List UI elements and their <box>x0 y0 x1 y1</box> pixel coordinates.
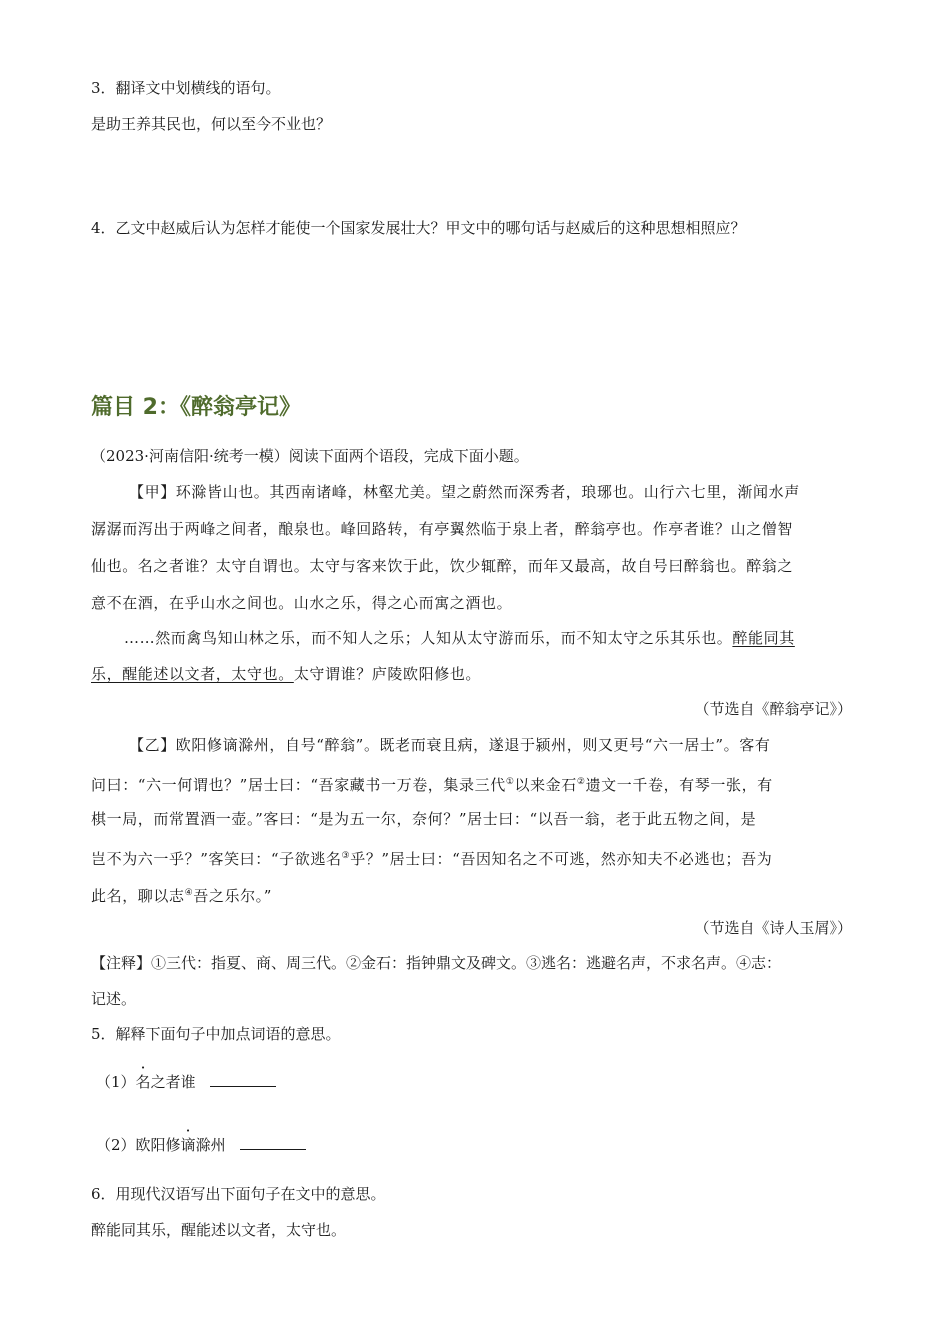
notes-line-1: 【注释】①三代：指夏、商、周三代。②金石：指钟鼎文及碑文。③逃名：逃避名声，不求名声。④志： <box>91 954 782 972</box>
q6-sentence: 醉能同其乐，醒能述以文者，太守也。 <box>91 1221 347 1239</box>
yi-line-5b: 吾之乐尔。” <box>193 887 273 905</box>
notes-line-2: 记述。 <box>91 990 137 1008</box>
yi-line-2b: 以来金石 <box>514 776 577 794</box>
q5-item-2-number: （2）欧阳修 <box>96 1136 181 1154</box>
jia-line-6-text: 太守谓谁？庐陵欧阳修也。 <box>293 665 482 683</box>
section-title: 篇目 2：《醉翁亭记》 <box>91 395 301 420</box>
jia-underlined-sentence-start: 醉能同其 <box>732 629 795 647</box>
jia-line-5 <box>124 628 795 648</box>
yi-line-5 <box>91 883 272 906</box>
yi-line-5a: 此名，聊以志 <box>91 887 185 905</box>
yi-line-3: 棋一局，而常置酒一壶。”客曰：“是为五一尔，奈何？”居士曰：“以吾一翁，老于此五物之间，是 <box>91 810 757 828</box>
footnote-ref-1: ① <box>505 777 515 787</box>
footnote-ref-2: ② <box>576 777 586 787</box>
jia-line-4: 意不在酒，在乎山水之间也。山水之乐，得之心而寓之酒也。 <box>91 594 513 612</box>
yi-line-2 <box>91 772 773 795</box>
q5-item-2-rest: 滁州 <box>195 1136 226 1154</box>
q4-prompt: 4．乙文中赵威后认为怎样才能使一个国家发展壮大？甲文中的哪句话与赵威后的这种思想相照应？ <box>91 219 746 237</box>
jia-line-3: 仙也。名之者谁？太守自谓也。太守与客来饮于此，饮少辄醉，而年又最高，故自号曰醉翁也。醉翁之 <box>91 557 794 575</box>
yi-line-4 <box>91 846 772 869</box>
answer-blank-2[interactable] <box>240 1135 306 1150</box>
q5-item-2 <box>96 1135 306 1155</box>
answer-blank-1[interactable] <box>210 1072 276 1087</box>
footnote-ref-4: ④ <box>184 888 194 898</box>
q3-sentence: 是助王养其民也，何以至今不业也？ <box>91 115 332 133</box>
intro-text: （2023·河南信阳·统考一模）阅读下面两个语段，完成下面小题。 <box>91 447 529 465</box>
dotted-word-ming: 名 <box>135 1073 151 1091</box>
q5-item-1 <box>96 1072 276 1092</box>
yi-line-4a: 岂不为六一乎？”客笑曰：“子欲逃名 <box>91 850 342 868</box>
yi-source: （节选自《诗人玉屑》） <box>694 919 852 937</box>
jia-source: （节选自《醉翁亭记》） <box>694 700 852 718</box>
jia-line-2: 潺潺而泻出于两峰之间者，酿泉也。峰回路转，有亭翼然临于泉上者，醉翁亭也。作亭者谁？山之僧智 <box>91 520 794 538</box>
jia-line-1: 【甲】环滁皆山也。其西南诸峰，林壑尤美。望之蔚然而深秀者，琅琊也。山行六七里，渐闻水声 <box>129 483 800 501</box>
jia-line-5-text: ……然而禽鸟知山林之乐，而不知人之乐；人知从太守游而乐，而不知太守之乐其乐也。 <box>124 629 733 647</box>
q5-item-1-rest: 之者谁 <box>150 1073 196 1091</box>
yi-line-1: 【乙】欧阳修谪滁州，自号“醉翁”。既老而衰且病，遂退于颍州，则又更号“六一居士”。客有 <box>129 736 771 754</box>
footnote-ref-3: ③ <box>341 851 351 861</box>
jia-line-6 <box>91 664 481 684</box>
q6-prompt: 6．用现代汉语写出下面句子在文中的意思。 <box>91 1185 386 1203</box>
yi-line-2c: 遗文一千卷，有琴一张，有 <box>585 776 773 794</box>
yi-line-2a: 问曰：“六一何谓也？”居士曰：“吾家藏书一万卷，集录三代 <box>91 776 506 794</box>
jia-underlined-sentence-end: 乐，醒能述以文者，太守也。 <box>91 665 294 683</box>
q3-prompt: 3．翻译文中划横线的语句。 <box>91 79 281 97</box>
q5-item-1-number: （1） <box>96 1073 136 1091</box>
dotted-word-zhe: 谪 <box>180 1136 196 1154</box>
q5-prompt: 5．解释下面句子中加点词语的意思。 <box>91 1025 341 1043</box>
yi-line-4b: 乎？”居士曰：“吾因知名之不可逃，然亦知夫不必逃也；吾为 <box>350 850 773 868</box>
